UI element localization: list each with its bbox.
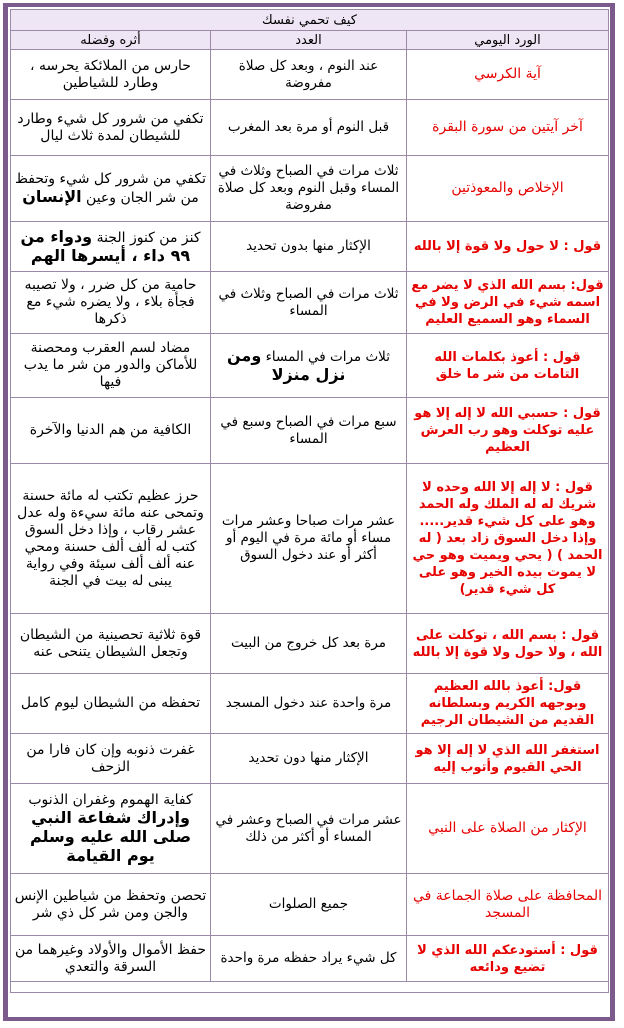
wird-cell: الإكثار من الصلاة على النبي [407,784,609,874]
wird-cell: قول : أستودعكم الله الذي لا تضيع ودائعه [407,936,609,982]
effect-text: كنز من كنوز الجنة [96,229,201,246]
count-cell: مرة واحدة عند دخول المسجد [211,674,407,734]
wird-cell: قول : أعوذ بكلمات الله التامات من شر ما خلق [407,334,609,398]
table-row [11,398,609,464]
table-row [11,50,609,100]
table-row [11,674,609,734]
effect-emphasis: وإدراك شفاعة النبي صلى الله عليه وسلم يوم القيامة [29,807,192,865]
wird-cell: قول: بسم الله الذي لا يضر مع اسمه شيء في الرض ولا في السماء وهو السميع العليم [407,272,609,334]
wird-cell: آية الكرسي [407,50,609,100]
effect-cell: حفظ الأموال والأولاد وغيرهما من السرقة والتعدي [11,936,211,982]
effect-cell: الكافية من هم الدنيا والآخرة [11,398,211,464]
wird-cell: قول : بسم الله ، توكلت على الله ، ولا حول ولا قوة إلا بالله [407,614,609,674]
wird-cell: استغفر الله الذي لا إله إلا هو الحي القيوم وأتوب إليه [407,734,609,784]
effect-cell [11,222,211,272]
wird-cell: قول : حسبي الله لا إله إلا هو عليه توكلت وهو رب العرش العظيم [407,398,609,464]
effect-cell [11,784,211,874]
count-cell: ثلاث مرات في الصباح وثلاث في المساء وقبل النوم وبعد كل صلاة مفروضة [211,156,407,222]
count-cell: ثلاث مرات في الصباح وثلاث في المساء [211,272,407,334]
table-row [11,222,609,272]
blank-row [11,982,609,993]
effect-cell [11,156,211,222]
effect-text: تكفي من شرور كل شيء وتحفظ من شر الجان وعين [14,170,207,206]
effect-cell: تحفظه من الشيطان ليوم كامل [11,674,211,734]
effect-cell: حارس من الملائكة يحرسه ، وطارد للشياطين [11,50,211,100]
count-cell: الإكثار منها بدون تحديد [211,222,407,272]
count-cell: عشر مرات في الصباح وعشر في المساء أو أكثر من ذلك [211,784,407,874]
wird-cell: قول: أعوذ بالله العظيم وبوجهه الكريم وبسلطانه القديم من الشيطان الرجيم [407,674,609,734]
table-container [8,7,610,1017]
table-row [11,614,609,674]
count-cell: قبل النوم أو مرة بعد المغرب [211,100,407,156]
header-count: العدد [211,31,407,50]
table-row [11,874,609,936]
table-row [11,100,609,156]
table-row [11,464,609,614]
effect-emphasis: الإنسان [22,186,82,206]
wird-cell: قول : لا إله إلا الله وحده لا شريك له له الملك وله الحمد وهو على كل شيء قدير..... وإذا دخل السوق زاد بعد ( له الحمد ) ( يحي ويميت وهو حي لا يموت بيده الخير وهو على كل شيء قدير) [407,464,609,614]
page-frame [3,3,615,1021]
protection-table [10,9,609,993]
wird-cell: الإخلاص والمعوذتين [407,156,609,222]
effect-cell: تكفي من شرور كل شيء وطارد للشيطان لمدة ثلاث ليال [11,100,211,156]
effect-cell: حامية من كل ضرر ، ولا تصيبه فجأة بلاء ، ولا يضره شيء مع ذكرها [11,272,211,334]
effect-cell: غفرت ذنوبه وإن كان فارا من الزحف [11,734,211,784]
header-wird: الورد اليومي [407,31,609,50]
effect-cell: مضاد لسم العقرب ومحصنة للأماكن والدور من شر ما يدب فيها [11,334,211,398]
table-title: كيف تحمي نفسك [11,10,609,31]
count-text: ثلاث مرات في المساء [265,348,390,365]
wird-cell: المحافظة على صلاة الجماعة في المسجد [407,874,609,936]
blank-cell [11,982,609,993]
table-row [11,784,609,874]
count-cell: الإكثار منها دون تحديد [211,734,407,784]
header-effect: أثره وفضله [11,31,211,50]
count-cell: عند النوم ، وبعد كل صلاة مفروضة [211,50,407,100]
table-row [11,272,609,334]
table-row [11,334,609,398]
effect-text: كفاية الهموم وغفران الذنوب [28,791,193,808]
table-row [11,156,609,222]
effect-cell: تحصن وتحفظ من شياطين الإنس والجن ومن شر كل ذي شر [11,874,211,936]
table-row [11,734,609,784]
wird-cell: آخر آيتين من سورة البقرة [407,100,609,156]
effect-cell: قوة ثلاثية تحصينية من الشيطان وتجعل الشيطان يتنحى عنه [11,614,211,674]
wird-cell: قول : لا حول ولا قوة إلا بالله [407,222,609,272]
effect-cell: حرز عظيم تكتب له مائة حسنة وتمحى عنه مائة سيءة وله عدل عشر رقاب ، وإذا دخل السوق كتب له ألف ألف حسنة ومحي عنه ألف ألف سيئة وفي رواية يبنى له بيت في الجنة [11,464,211,614]
count-cell: عشر مرات صباحا وعشر مرات مساء أو مائة مرة في اليوم أو أكثر أو عند دخول السوق [211,464,407,614]
table-row [11,936,609,982]
count-cell: مرة بعد كل خروج من البيت [211,614,407,674]
count-cell: سبع مرات في الصباح وسبع في المساء [211,398,407,464]
count-cell [211,334,407,398]
effect-emphasis: ودواء من ٩٩ داء ، أيسرها الهم [20,226,191,265]
count-cell: كل شيء يراد حفظه مرة واحدة [211,936,407,982]
count-emphasis: ومن نزل منزلا [227,345,346,384]
count-cell: جميع الصلوات [211,874,407,936]
